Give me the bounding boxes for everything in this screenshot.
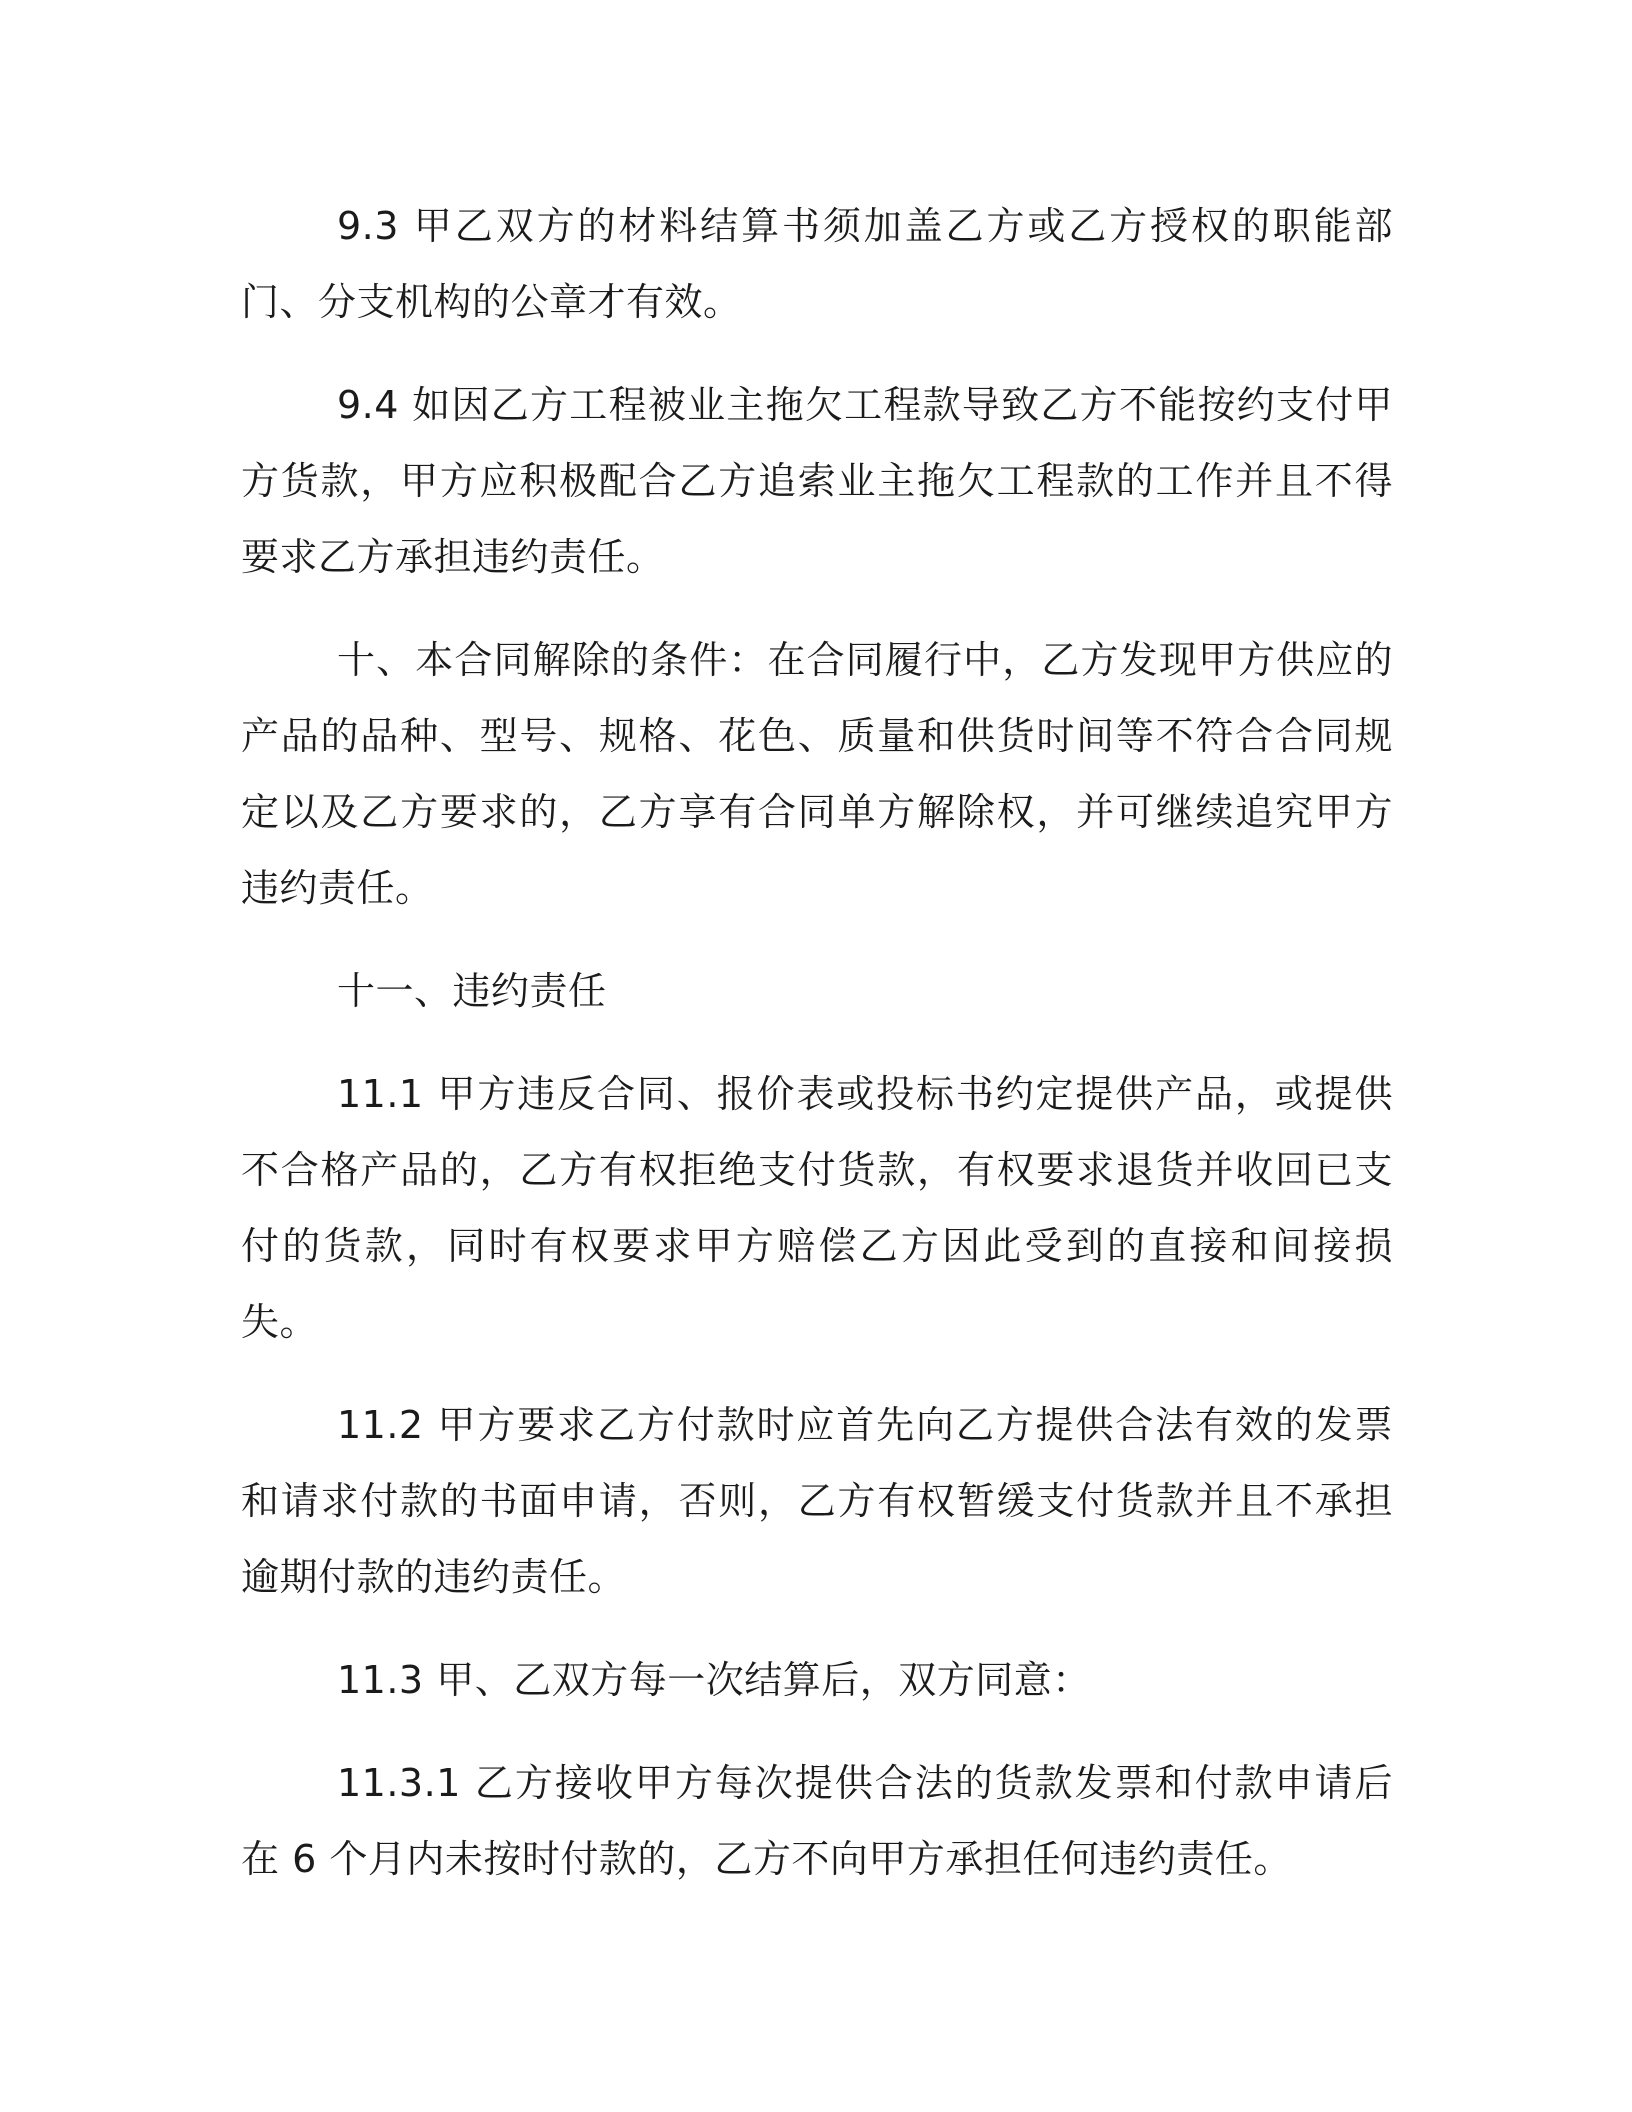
contract-text-body [241,188,1393,1924]
clause-11-3: 11.3 甲、乙双方每一次结算后，双方同意： [337,1658,1091,1702]
clause-11-2: 11.2 甲方要求乙方付款时应首先向乙方提供合法有效的发票和请求付款的书面申请，否则，乙方有权暂缓支付货款并且不承担逾期付款的违约责任。 [241,1403,1393,1599]
clause-10-termination: 十、本合同解除的条件：在合同履行中，乙方发现甲方供应的产品的品种、型号、规格、花色、质量和供货时间等不符合合同规定以及乙方要求的，乙方享有合同单方解除权，并可继续追究甲方违约责任。 [241,638,1393,910]
clause-11-3-1: 11.3.1 乙方接收甲方每次提供合法的货款发票和付款申请后在 6 个月内未按时付款的，乙方不向甲方承担任何违约责任。 [241,1761,1393,1881]
section-heading-11: 十一、违约责任 [337,969,607,1013]
clause-11-1: 11.1 甲方违反合同、报价表或投标书约定提供产品，或提供不合格产品的，乙方有权拒绝支付货款，有权要求退货并收回已支付的货款，同时有权要求甲方赔偿乙方因此受到的直接和间接损失。 [241,1072,1393,1344]
clause-9-4: 9.4 如因乙方工程被业主拖欠工程款导致乙方不能按约支付甲方货款，甲方应积极配合乙方追索业主拖欠工程款的工作并且不得要求乙方承担违约责任。 [241,383,1393,579]
clause-9-3: 9.3 甲乙双方的材料结算书须加盖乙方或乙方授权的职能部门、分支机构的公章才有效。 [241,204,1393,324]
